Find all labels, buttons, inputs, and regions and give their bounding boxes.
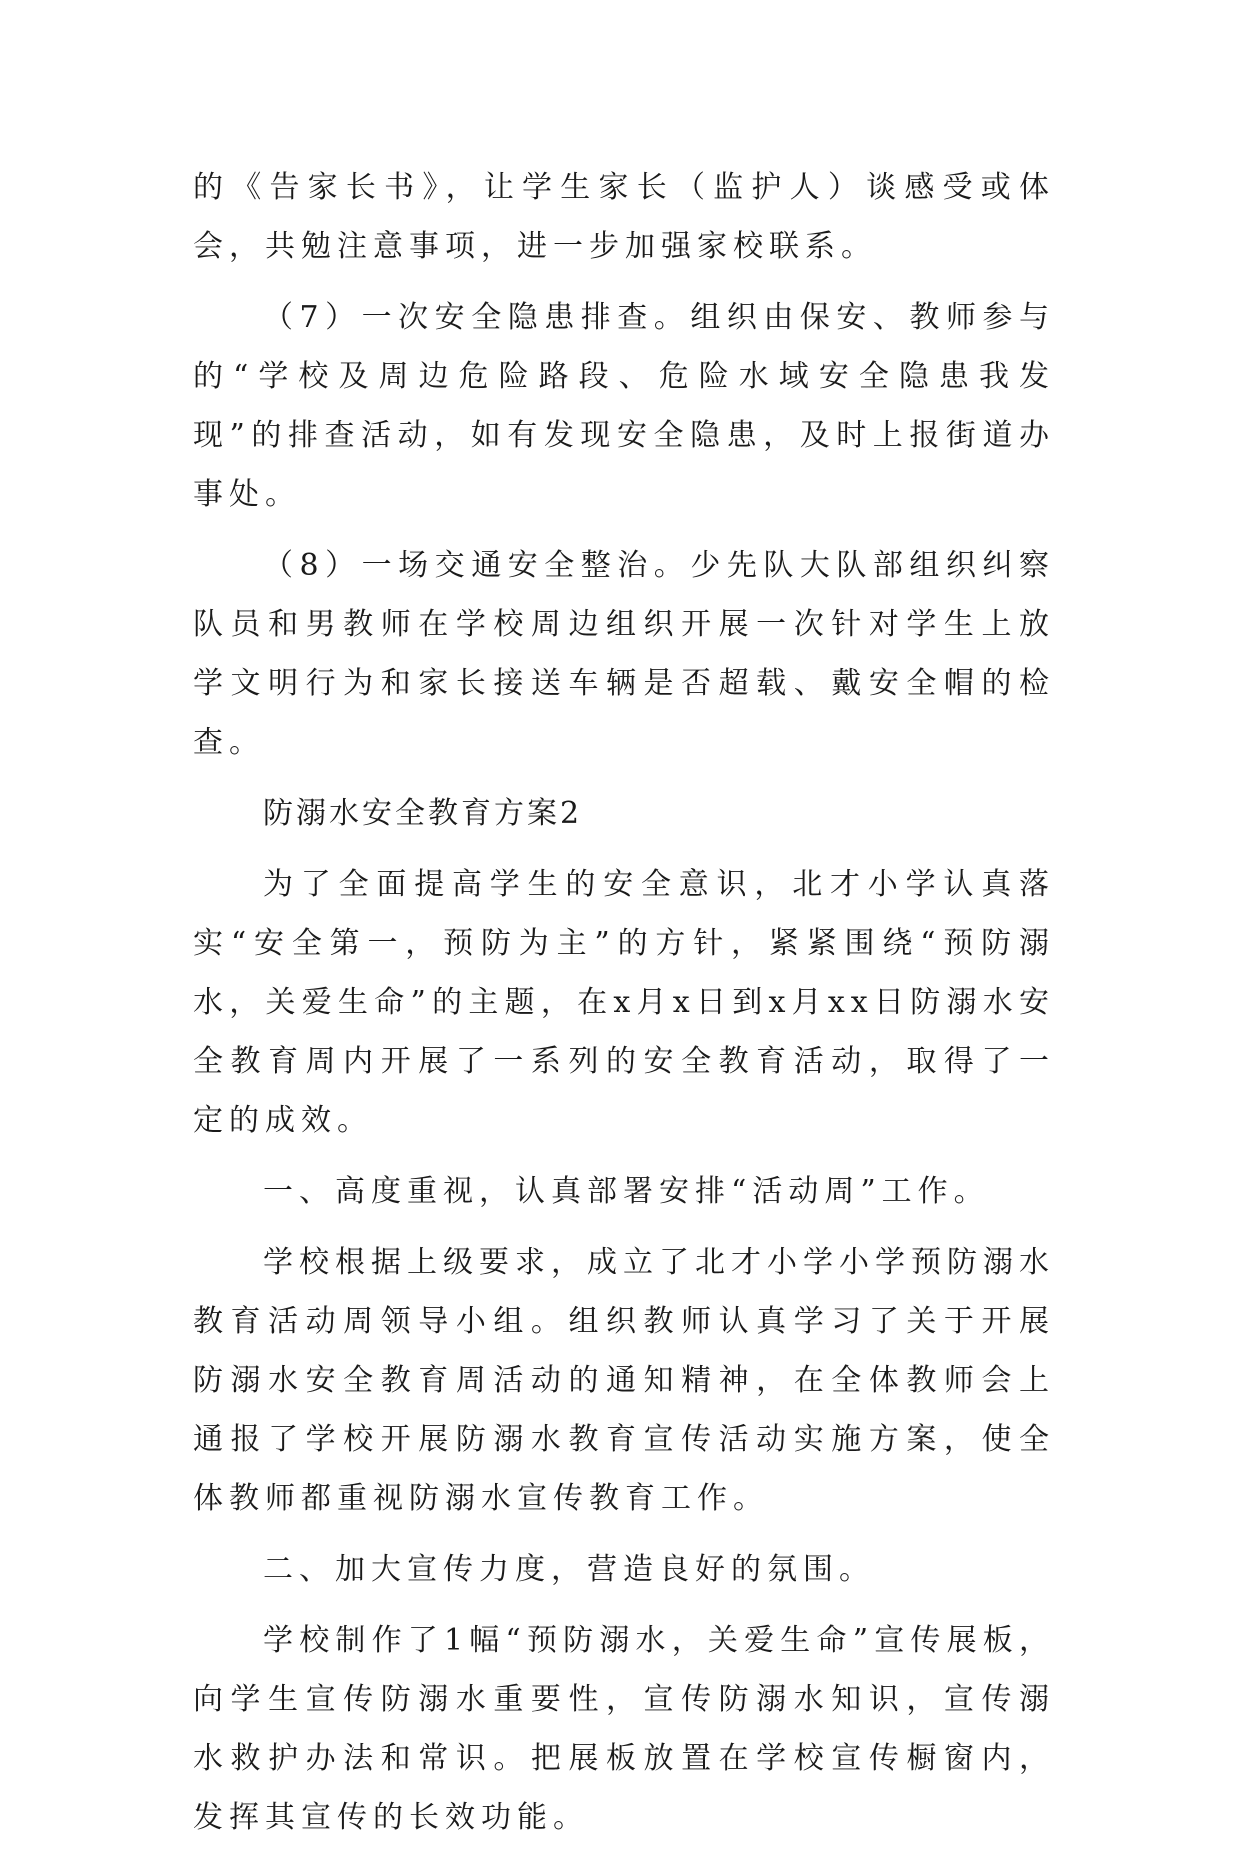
paragraph-leadership: 学校根据上级要求，成立了北才小学小学预防溺水教育活动周领导小组。组织教师认真学习了关于开展防溺水安全教育周活动的通知精神，在全体教师会上通报了学校开展防溺水教育宣传活动实施方案，使全体教师都重视防溺水宣传教育工作。 bbox=[193, 1245, 1055, 1516]
document-body bbox=[193, 158, 1055, 1859]
section-title: 防溺水安全教育方案2 bbox=[263, 796, 583, 831]
heading-two: 二、加大宣传力度，营造良好的氛围。 bbox=[263, 1552, 875, 1587]
paragraph-item-7: （7）一次安全隐患排查。组织由保安、教师参与的“学校及周边危险路段、危险水域安全隐患我发现”的排查活动，如有发现安全隐患，及时上报街道办事处。 bbox=[193, 300, 1055, 512]
paragraph-item-8: （8）一场交通安全整治。少先队大队部组织纠察队员和男教师在学校周边组织开展一次针对学生上放学文明行为和家长接送车辆是否超载、戴安全帽的检查。 bbox=[193, 548, 1055, 760]
paragraph-publicity: 学校制作了1幅“预防溺水，关爱生命”宣传展板，向学生宣传防溺水重要性，宣传防溺水知识，宣传溺水救护办法和常识。把展板放置在学校宣传橱窗内，发挥其宣传的长效功能。 bbox=[193, 1623, 1055, 1835]
heading-one: 一、高度重视，认真部署安排“活动周”工作。 bbox=[263, 1174, 990, 1209]
paragraph-continuation: 的《告家长书》，让学生家长（监护人）谈感受或体会，共勉注意事项，进一步加强家校联系。 bbox=[193, 170, 1055, 264]
paragraph-intro: 为了全面提高学生的安全意识，北才小学认真落实“安全第一，预防为主”的方针，紧紧围绕“预防溺水，关爱生命”的主题，在x月x日到x月xx日防溺水安全教育周内开展了一系列的安全教育活动，取得了一定的成效。 bbox=[193, 867, 1055, 1138]
